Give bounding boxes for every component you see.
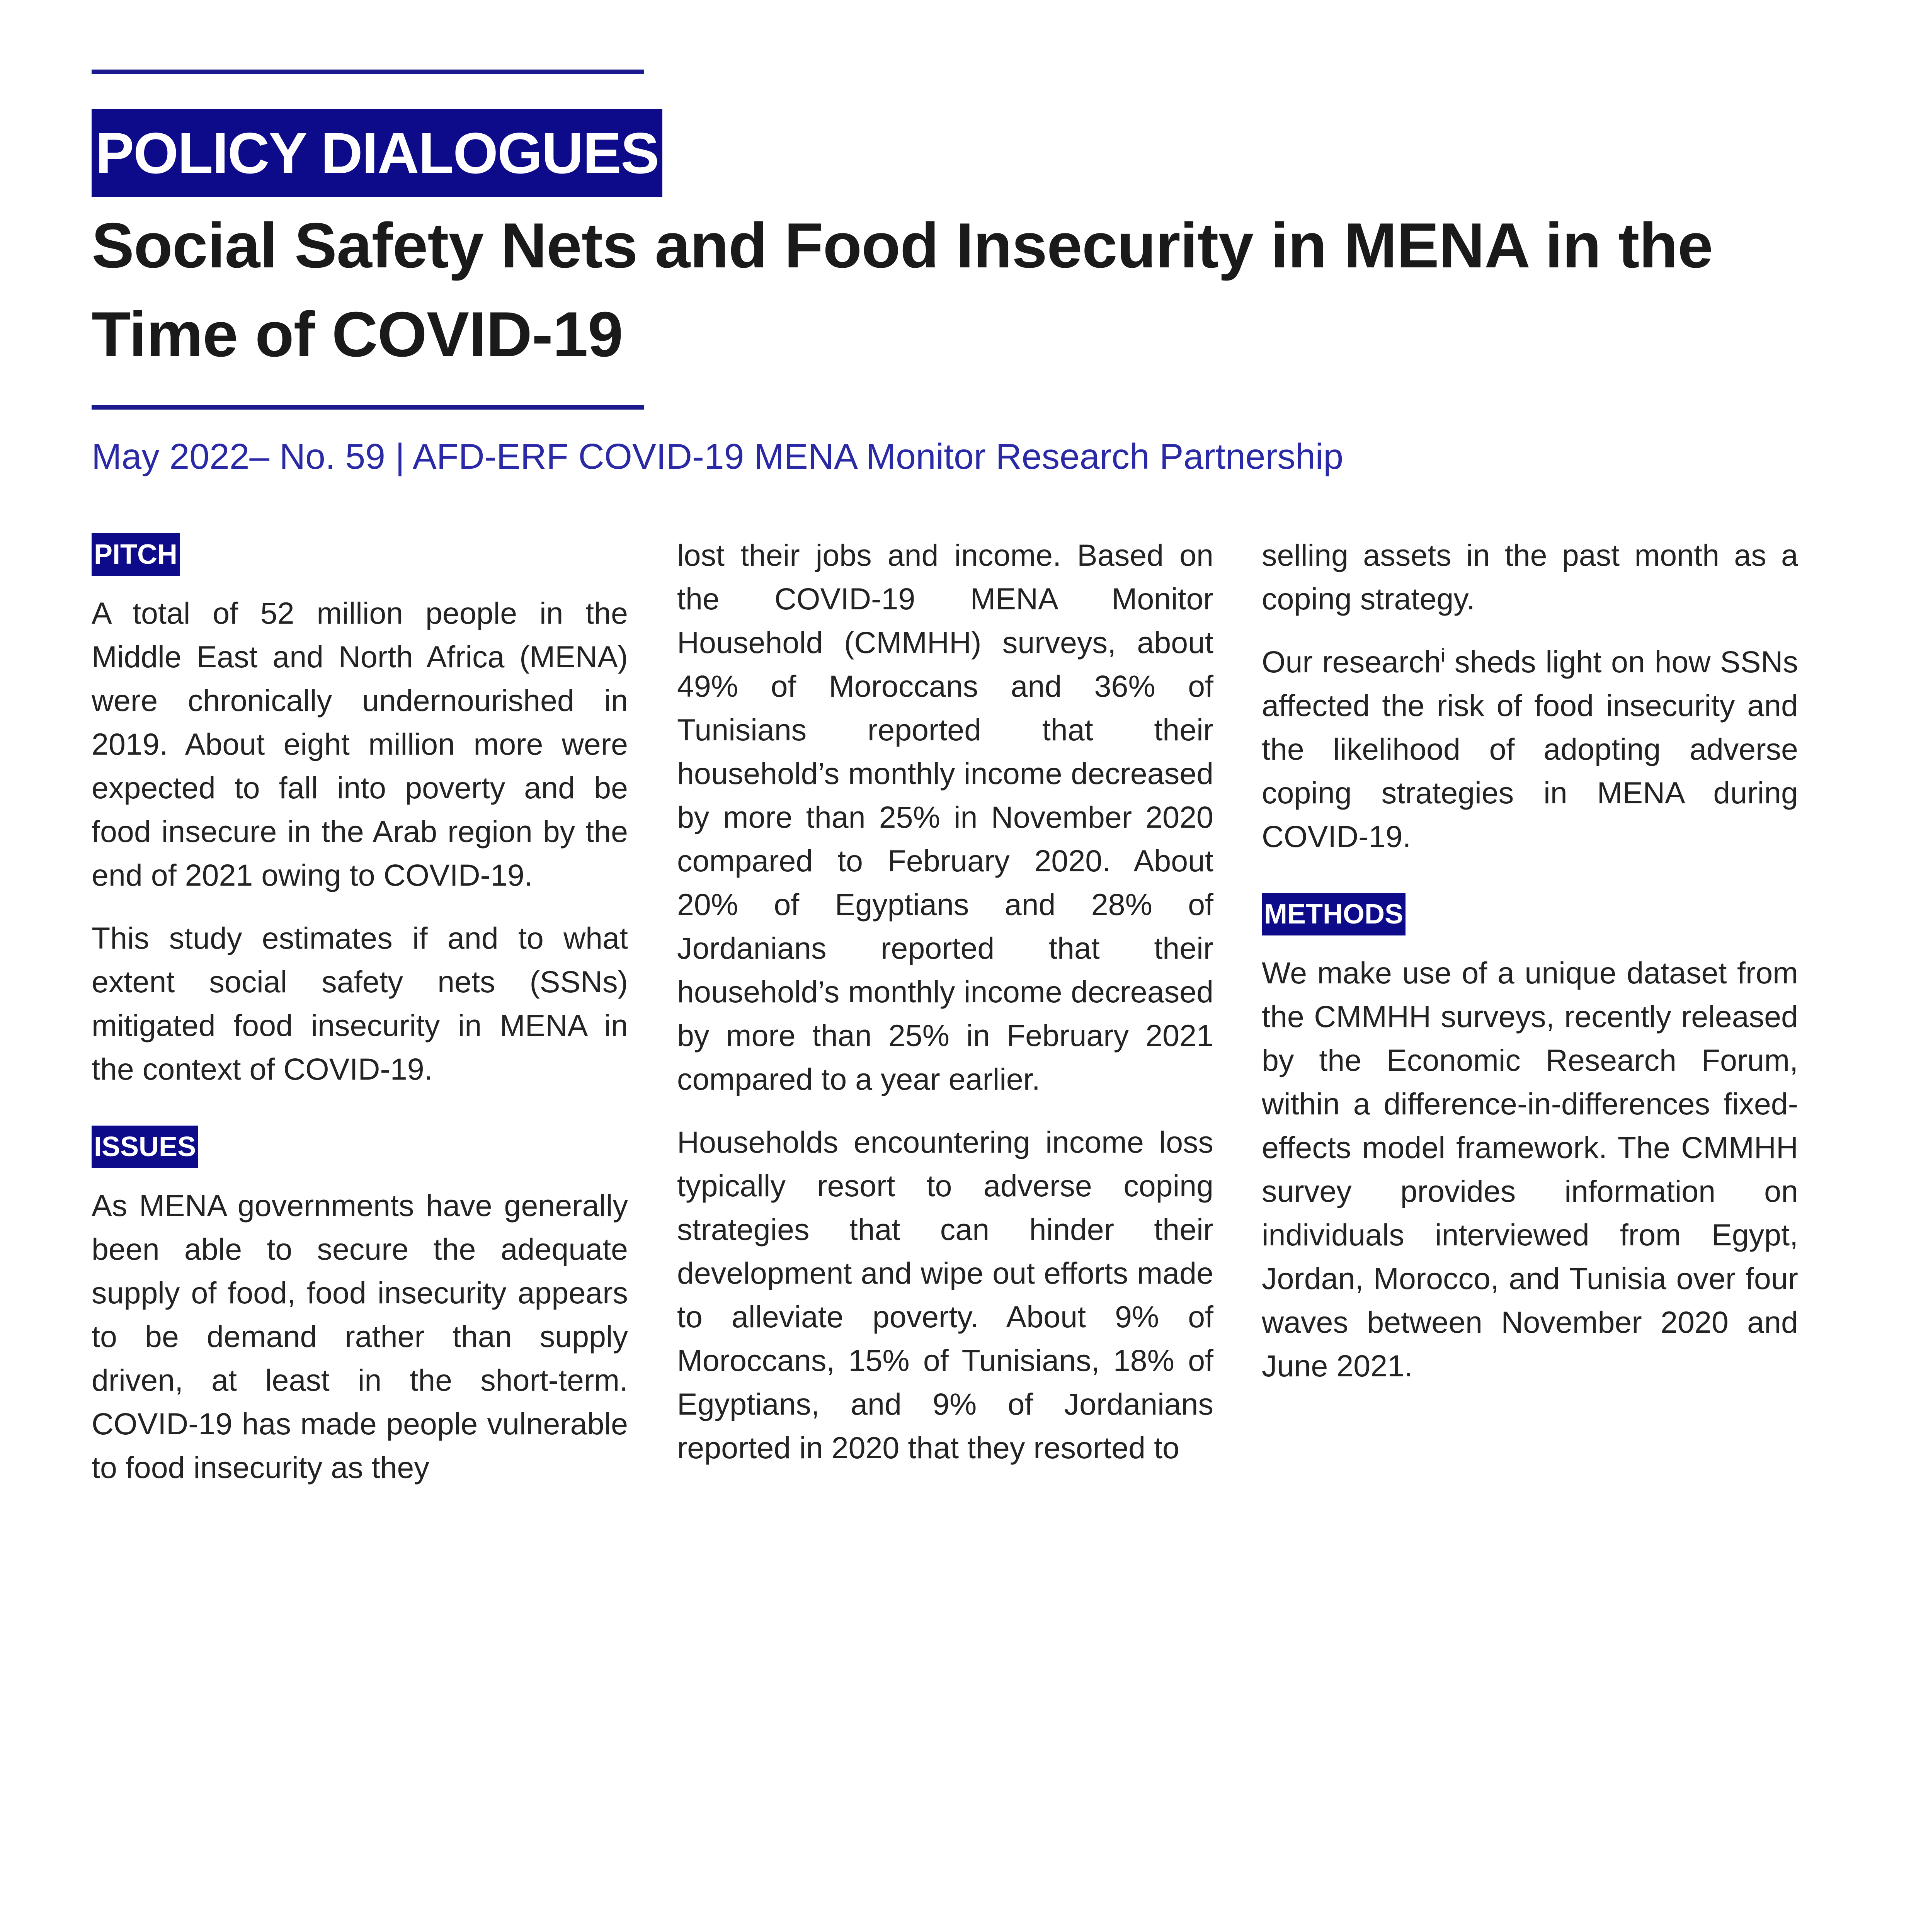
issues-paragraph-1-part-1: As MENA governments have generally been able to secure the adequate supply of food, food insecurity appears to be demand rather than supply driven, at least in the short-term. COVID-19 has made people vulnerable to food insecurity as they [92, 1188, 628, 1485]
title-rule [92, 405, 644, 410]
issues-paragraph-2-part-2: selling assets in the past month as a coping strategy. [1262, 538, 1798, 616]
column-1 [92, 533, 628, 1509]
endnote-marker: i [1441, 645, 1445, 666]
issues-paragraph-2-part-1: Households encountering income loss typically resort to adverse coping strategies that can hinder their development and wipe out efforts made to alleviate poverty. About 9% of Moroccans, 15% of Tunisians, 18% of Egyptians, and 9% of Jordanians reported in 2020 that they resorted to [677, 1125, 1213, 1465]
column-3 [1262, 533, 1798, 1407]
page-title: Social Safety Nets and Food Insecurity in MENA in the Time of COVID-19 [92, 210, 1713, 370]
series-label: POLICY DIALOGUES [92, 109, 662, 197]
issues-paragraph-3: Our research$^i$ sheds light on how SSNs affected the risk of food insecurity and the likelihood of adopting adverse coping strategies in MENA during COVID-19. [1262, 645, 1798, 854]
issues-paragraph-1-part-2: lost their jobs and income. Based on the COVID-19 MENA Monitor Household (CMMHH) surveys, about 49% of Moroccans and 36% of Tunisians reported that their household’s monthly income decreased by more than 25% in November 2020 compared to February 2020. About 20% of Egyptians and 28% of Jordanians reported that their household’s monthly income decreased by more than 25% in February 2021 compared to a year earlier. [677, 538, 1213, 1096]
section-label-methods: METHODS [1262, 893, 1406, 935]
section-label-pitch: PITCH [92, 533, 180, 576]
pitch-paragraph-2: This study estimates if and to what extent social safety nets (SSNs) mitigated food insecurity in MENA in the context of COVID-19. [92, 921, 628, 1086]
column-2 [677, 533, 1213, 1489]
pitch-paragraph-1: A total of 52 million people in the Middle East and North Africa (MENA) were chronically undernourished in 2019. About eight million more were expected to fall into poverty and be food insecure in the Arab region by the end of 2021 owing to COVID-19. [92, 596, 628, 892]
issue-line: May 2022– No. 59 | AFD-ERF COVID-19 MENA Monitor Research Partnership [92, 436, 1344, 476]
methods-paragraph-1: We make use of a unique dataset from the CMMHH surveys, recently released by the Economic Research Forum, within a difference-in-differences fixed-effects model framework. The CMMHH survey provides information on individuals interviewed from Egypt, Jordan, Morocco, and Tunisia over four waves between November 2020 and June 2021. [1262, 956, 1798, 1383]
section-label-issues: ISSUES [92, 1126, 198, 1168]
top-rule [92, 70, 644, 74]
